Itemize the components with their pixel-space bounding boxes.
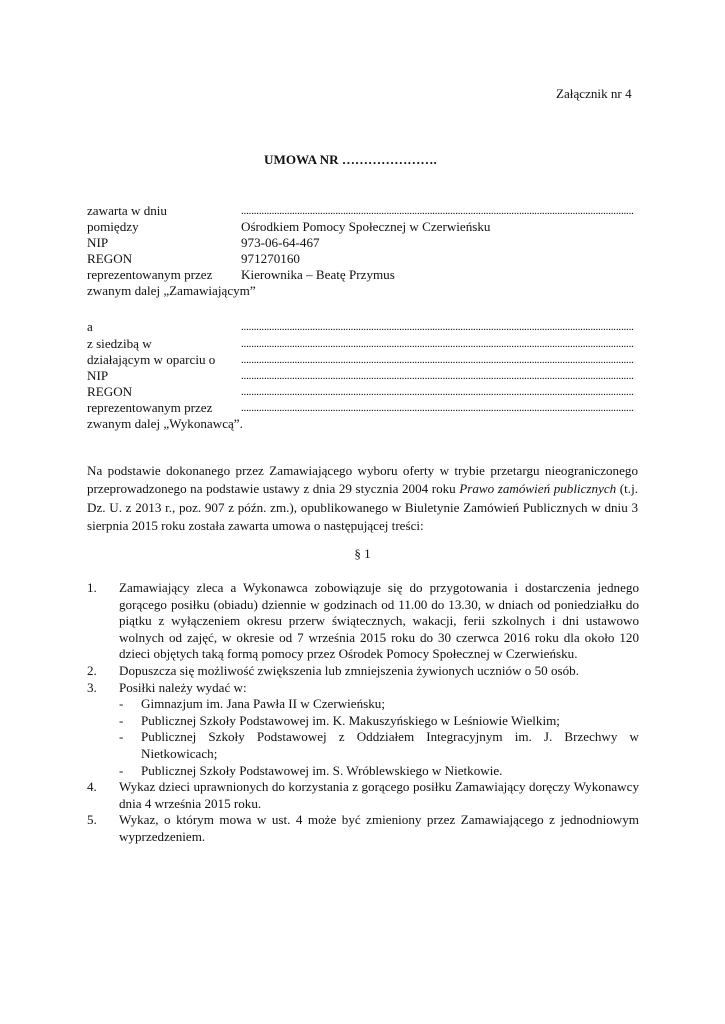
- list-item: [87, 680, 639, 697]
- contract-title: UMOWA NR ………………….: [264, 152, 437, 167]
- party-label: zwanym dalej „Wykonawcą”.: [87, 416, 243, 431]
- dotted-line: ..........................................................................................................................................................: [241, 386, 634, 398]
- annex-label: Załącznik nr 4: [556, 86, 632, 101]
- dash-bullet: -: [119, 729, 124, 745]
- sub-list-text: Publicznej Szkoły Podstawowej im. S. Wróblewskiego w Nietkowie.: [141, 762, 503, 778]
- sub-list-item: [87, 713, 639, 730]
- list-text: Wykaz, o którym mowa w ust. 4 może być zmieniony przez Zamawiającego z jednodniowym wyprzedzeniem.: [119, 812, 639, 844]
- dash-bullet: -: [119, 696, 124, 712]
- intro-text: Na podstawie dokonanego przez Zamawiającego wyboru oferty w trybie przetargu nieograniczonego przeprowadzonego na podstawie ustawy z dnia 29 stycznia 2004 roku: [87, 463, 638, 497]
- dotted-line: ..........................................................................................................................................................: [241, 354, 634, 366]
- list-number: 2.: [87, 662, 97, 678]
- party-label: REGON: [87, 384, 133, 399]
- party-label: reprezentowanym przez: [87, 400, 213, 415]
- dotted-line: ..........................................................................................................................................................: [241, 370, 634, 382]
- dash-bullet: -: [119, 712, 124, 728]
- party-label: REGON: [87, 251, 133, 266]
- list-number: 1.: [87, 580, 97, 595]
- party-label: NIP: [87, 235, 109, 250]
- section-heading: § 1: [354, 546, 371, 561]
- party-label: a: [87, 319, 93, 334]
- sub-list-item: [87, 729, 639, 762]
- clause-list: [87, 580, 639, 846]
- party-value: Ośrodkiem Pomocy Społecznej w Czerwieńsku: [241, 219, 491, 234]
- dotted-line: ..........................................................................................................................................................: [241, 205, 634, 217]
- list-text: Posiłki należy wydać w:: [119, 679, 247, 695]
- list-number: 5.: [87, 812, 97, 828]
- list-number: 3.: [87, 679, 97, 695]
- party-value: 973-06-64-467: [241, 235, 320, 250]
- party-label: działającym w oparciu o: [87, 352, 216, 367]
- list-text: Wykaz dzieci uprawnionych do korzystania z gorącego posiłku Zamawiający doręczy Wykonawcy dnia 4 września 2015 roku.: [119, 779, 639, 811]
- party-value: 971270160: [241, 251, 300, 266]
- dash-bullet: -: [119, 762, 124, 778]
- sub-list-item: [87, 763, 639, 780]
- sub-list-text: Gimnazjum im. Jana Pawła II w Czerwieńsku;: [141, 696, 385, 712]
- list-item: [87, 779, 639, 812]
- sub-list-item: [87, 696, 639, 713]
- list-item: [87, 580, 639, 663]
- list-item: [87, 663, 639, 680]
- list-item: [87, 812, 639, 845]
- party-label: reprezentowanym przez: [87, 267, 213, 282]
- sub-list-text: Publicznej Szkoły Podstawowej im. K. Makuszyńskiego w Leśniowie Wielkim;: [141, 712, 560, 728]
- dotted-line: ..........................................................................................................................................................: [241, 402, 634, 414]
- intro-paragraph: [87, 462, 638, 535]
- party-label: NIP: [87, 368, 109, 383]
- list-text: Zamawiający zleca a Wykonawca zobowiązuje się do przygotowania i dostarczenia jednego gorącego posiłku (obiadu) dziennie w godzinach od 11.00 do 13.30, w dniach od poniedziałku do piątku z wyłączeniem okresu przerw świątecznych, wakacji, ferii szkolnych i dni ustawowo wolnych od zajęć, w okresie od 7 września 2015 roku do 30 czerwca 2016 roku dla około 120 dzieci objętych taką formą pomocy przez Ośrodek Pomocy Społecznej w Czerwieńsku.: [119, 580, 639, 662]
- intro-text-cont: (t.j. Dz. U. z 2013 r., poz. 907 z późn. zm.), opublikowanego w Biuletynie Zamówień Publicznych w dniu 3 sierpnia 2015 roku została zawarta umowa o następującej treści:: [87, 481, 638, 533]
- list-number: 4.: [87, 779, 97, 795]
- party-value: Kierownika – Beatę Przymus: [241, 267, 395, 282]
- party-label: pomiędzy: [87, 219, 139, 234]
- party-label: zawarta w dniu: [87, 203, 167, 218]
- list-text: Dopuszcza się możliwość zwiększenia lub zmniejszenia żywionych uczniów o 50 osób.: [119, 662, 579, 678]
- dotted-line: ..........................................................................................................................................................: [241, 338, 634, 350]
- sub-list-text: Publicznej Szkoły Podstawowej z Oddziałem Integracyjnym im. J. Brzechwy w Nietkowicach;: [141, 729, 639, 761]
- intro-italic: Prawo zamówień publicznych: [459, 481, 617, 497]
- party-label: zwanym dalej „Zamawiającym”: [87, 283, 256, 298]
- party-label: z siedzibą w: [87, 336, 152, 351]
- dotted-line: ..........................................................................................................................................................: [241, 321, 634, 333]
